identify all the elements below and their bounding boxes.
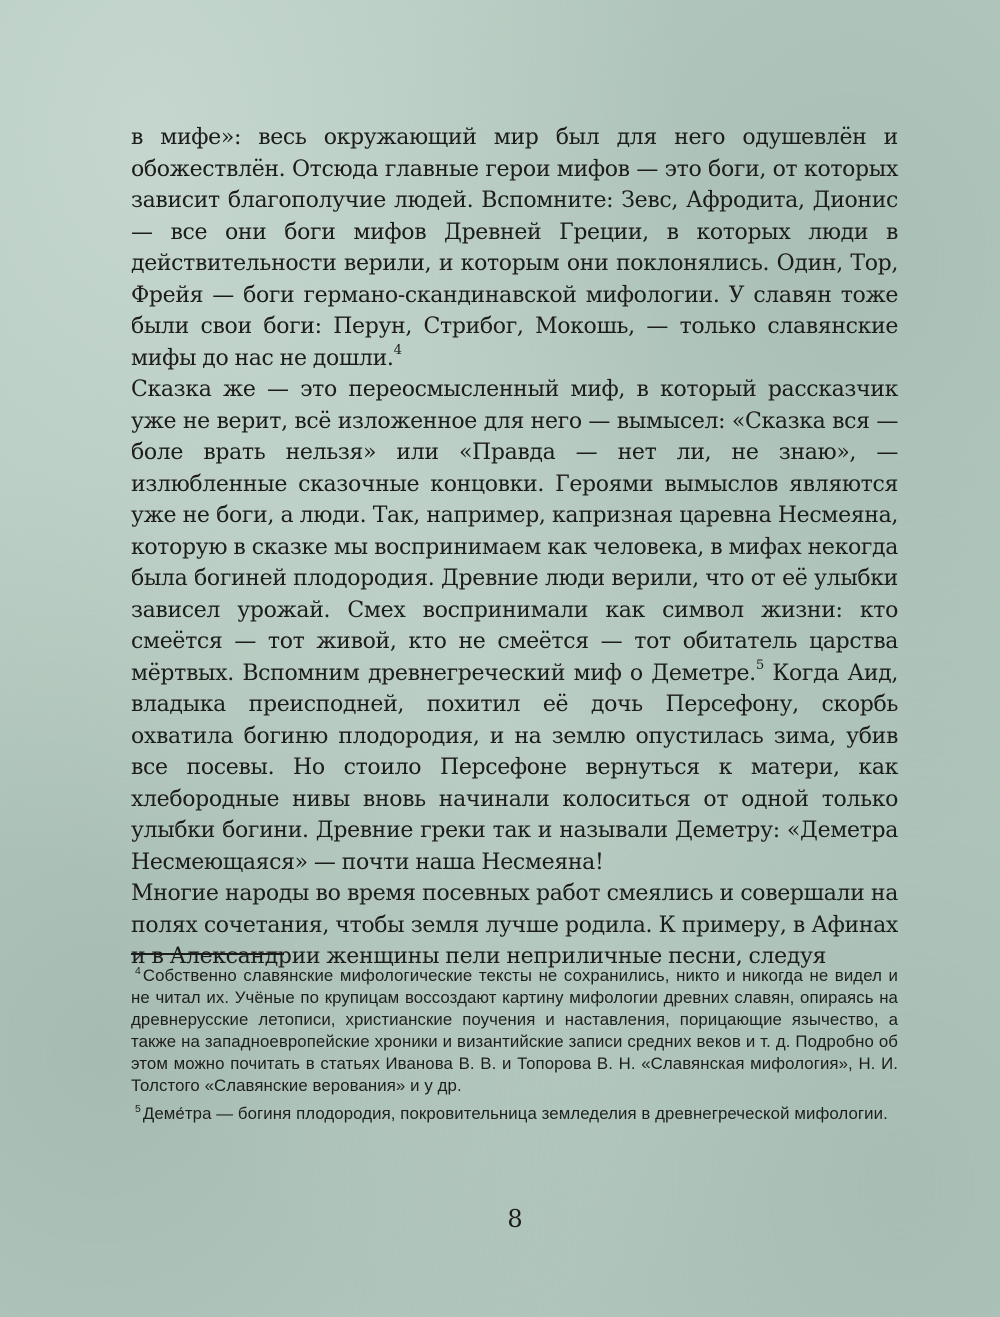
footnotes bbox=[131, 965, 898, 1131]
footnote-4 bbox=[131, 965, 898, 1097]
paragraph-1-text: в мифе»: весь окружающий мир был для него одушевлён и обожествлён. Отсюда главные герои мифов — это боги, от которых зависит благополучие людей. Вспомните: Зевс, Афродита, Дионис — все они боги мифов Древней Греции, в которых люди в действительности верили, и которым они поклонялись. Один, Тор, Фрейя — боги германо-скандинавской мифологии. У славян тоже были свои боги: Перун, Стрибог, Мокошь, — только славянские мифы до нас не дошли. bbox=[131, 125, 898, 371]
paragraph-3 bbox=[131, 878, 898, 973]
footnote-text: Деме́тра — богиня плодородия, покровительница земледелия в древнегреческой мифологии. bbox=[142, 1104, 888, 1123]
paragraph-2-text-a: Сказка же — это переосмысленный миф, в который рассказчик уже не верит, всё изложенное для него — вымысел: «Сказка вся — боле врать нельзя» или «Правда — нет ли, не знаю», — излюбленные сказочные концовки. Героями вымыслов являются уже не боги, а люди. Так, например, капризная царевна Несмеяна, которую в сказке мы воспринимаем как человека, в мифах некогда была богиней плодородия. Древние люди верили, что от её улыбки зависел урожай. Смех воспринимали как символ жизни: кто смеётся — тот живой, кто не смеётся — тот обитатель царства мёртвых. Вспомним древнегреческий миф о Деметре. bbox=[131, 377, 898, 686]
paragraph-2-text-b: Когда Аид, владыка преисподней, похитил её дочь Персефону, скорбь охватила богиню плодородия, и на землю опустилась зима, убив все посевы. Но стоило Персефоне вернуться к матери, как хлебородные нивы вновь начинали колоситься от одной только улыбки богини. Древние греки так и называли Деметру: «Деметра Несмеющаяся» — почти наша Несмеяна! bbox=[131, 660, 898, 875]
main-text bbox=[131, 122, 898, 973]
footnote-5 bbox=[131, 1103, 898, 1125]
paragraph-3-text: Многие народы во время посевных работ смеялись и совершали на полях сочетания, чтобы земля лучше родила. К примеру, в Афинах и в Александрии женщины пели неприличные песни, следуя bbox=[131, 881, 898, 969]
page-number: 8 bbox=[507, 1205, 523, 1233]
footnote-separator bbox=[131, 953, 284, 955]
footnote-text: Собственно славянские мифологические тексты не сохранились, никто и никогда не видел и не читал их. Учёные по крупицам воссоздают картину мифологии древних славян, опираясь на древнерусские летописи, христианские поучения и наставления, порицающие язычество, а также на западноевропейские хроники и византийские записи средних веков и т. д. Подробно об этом можно почитать в статьях Иванова В. В. и Топорова В. Н. «Славянская мифология», Н. И. Толстого «Славянские верования» и у др. bbox=[131, 966, 898, 1095]
footnote-ref-5[interactable]: 5 bbox=[755, 658, 764, 674]
footnote-ref-4[interactable]: 4 bbox=[393, 343, 402, 359]
paragraph-1 bbox=[131, 122, 898, 374]
paragraph-2 bbox=[131, 374, 898, 878]
footnote-number: 4 bbox=[135, 966, 141, 978]
footnote-number: 5 bbox=[135, 1104, 141, 1116]
